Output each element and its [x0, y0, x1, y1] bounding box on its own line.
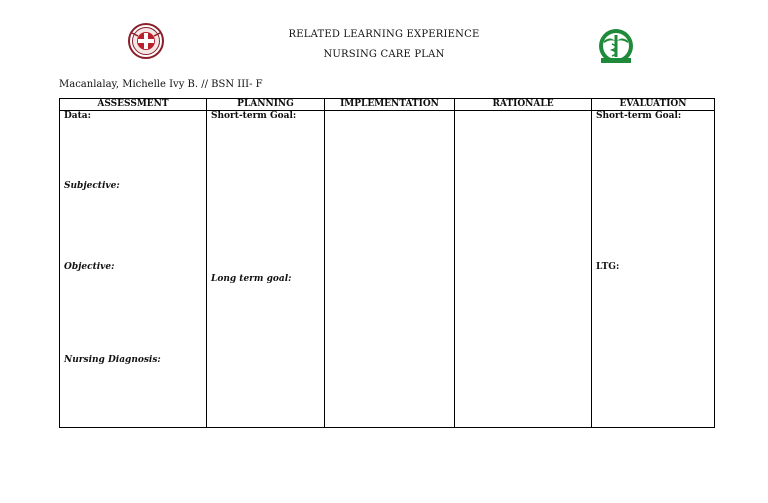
student-name-section: Macanlalay, Michelle Ivy B. // BSN III- F [59, 79, 263, 90]
table-header-row [60, 99, 715, 111]
implementation-cell[interactable] [325, 111, 455, 428]
form-title: RELATED LEARNING EXPERIENCE [288, 29, 480, 40]
evaluation-cell[interactable] [592, 111, 715, 428]
planning-cell[interactable] [207, 111, 325, 428]
table-row [60, 111, 715, 428]
header-evaluation: EVALUATION [592, 99, 715, 111]
assessment-cell[interactable] [60, 111, 207, 428]
ltg-label: LTG: [596, 262, 620, 272]
short-term-goal-label: Short-term Goal: [211, 111, 297, 121]
school-seal-logo [126, 22, 166, 60]
nursing-caduceus-logo [596, 28, 636, 64]
nursing-care-plan-table [59, 98, 715, 428]
form-subtitle: NURSING CARE PLAN [323, 49, 445, 60]
header-implementation: IMPLEMENTATION [325, 99, 455, 111]
objective-label: Objective: [64, 262, 115, 272]
header-assessment: ASSESSMENT [60, 99, 207, 111]
data-label: Data: [64, 111, 91, 121]
subjective-label: Subjective: [64, 181, 120, 191]
evaluation-short-term-goal-label: Short-term Goal: [596, 111, 682, 121]
long-term-goal-label: Long term goal: [211, 274, 292, 284]
header-planning: PLANNING [207, 99, 325, 111]
header-rationale: RATIONALE [455, 99, 592, 111]
nursing-diagnosis-label: Nursing Diagnosis: [64, 355, 161, 365]
rationale-cell[interactable] [455, 111, 592, 428]
